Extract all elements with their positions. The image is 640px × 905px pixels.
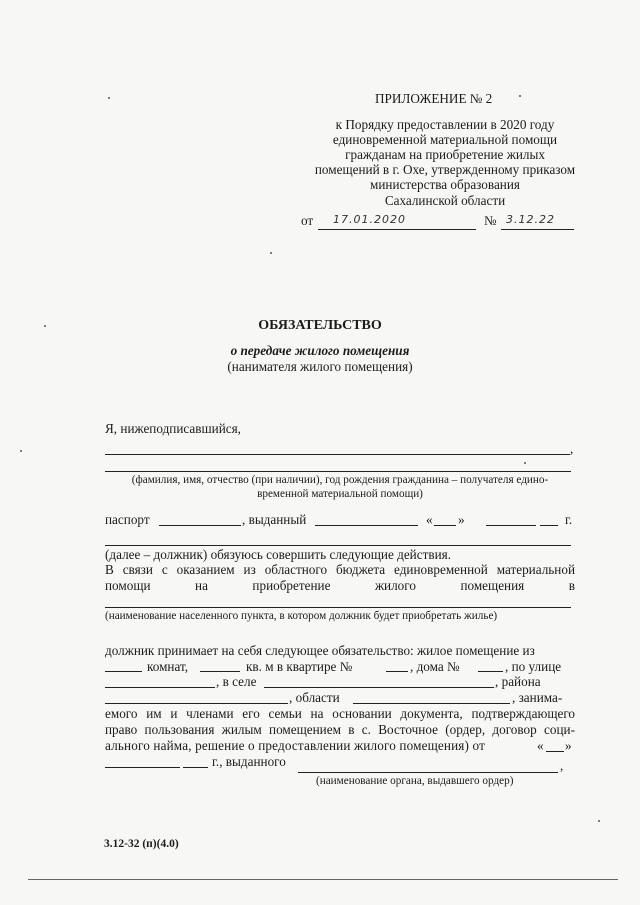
header-line-2: единовременной материальной помощи xyxy=(332,132,558,147)
date-from-label: от xyxy=(301,213,314,228)
street-line xyxy=(105,687,215,688)
reason-line-2 xyxy=(105,578,575,593)
scan-speck xyxy=(598,820,600,822)
city-line xyxy=(105,607,571,608)
header-line-5: министерства образования xyxy=(370,177,520,192)
district-label: , района xyxy=(495,674,541,689)
passport-label: паспорт xyxy=(105,512,150,527)
fio-note-2: временной материальной помощи) xyxy=(257,488,423,500)
rent-quote-close: » xyxy=(565,738,572,753)
scan-speck xyxy=(519,95,521,97)
district-line xyxy=(105,703,288,704)
rent-line: ального найма, решение о предоставлении жилого помещения) от xyxy=(105,738,485,753)
header-line-4: помещений в г. Охе, утвержденному приказом xyxy=(314,162,576,177)
reason-word: на xyxy=(195,578,208,593)
header-line-6: Сахалинской области xyxy=(384,193,506,208)
scan-speck xyxy=(44,325,46,327)
fio-comma: , xyxy=(570,441,574,456)
document-subtitle-2: (нанимателя жилого помещения) xyxy=(227,359,413,374)
scan-speck xyxy=(20,450,22,452)
reason-word: приобретение xyxy=(252,578,331,593)
footer-rule xyxy=(28,879,618,880)
rent-year-line xyxy=(183,767,208,768)
number-label: № xyxy=(484,213,497,228)
region-line xyxy=(353,703,510,704)
rooms-label: комнат, xyxy=(147,659,189,674)
village-line xyxy=(264,687,494,688)
header-line-1: к Порядку предоставлении в 2020 году xyxy=(335,117,555,132)
debtor-line: должник принимает на себя следующее обязательство: жилое помещение из xyxy=(105,643,535,658)
sqm-label: кв. м в квартире № xyxy=(246,659,353,674)
house-line xyxy=(478,671,503,672)
reason-line-1: В связи с оказанием из областного бюджета единовременной материальной xyxy=(105,562,575,577)
number-underline xyxy=(501,229,574,230)
village-label: , в селе xyxy=(216,674,257,689)
region-label: , области xyxy=(289,690,340,705)
fio-line-1 xyxy=(105,454,570,455)
organ-comma: , xyxy=(560,758,564,773)
fio-line-2 xyxy=(105,471,571,472)
issued-by-line xyxy=(315,525,418,526)
rent-day-line xyxy=(546,751,564,752)
day-line xyxy=(434,525,456,526)
scan-speck xyxy=(270,252,272,254)
rent-quote-open: « xyxy=(537,738,544,753)
house-label: , дома № xyxy=(410,659,460,674)
year-suffix: г. xyxy=(565,512,573,527)
occupied-label: , занима- xyxy=(512,690,563,705)
sqm-line xyxy=(200,671,240,672)
obligation-text: (далее – должник) обязуюсь совершить следующие действия. xyxy=(105,547,452,562)
city-note: (наименование населенного пункта, в котором должник будет приобретать жилье) xyxy=(105,610,498,622)
rooms-line xyxy=(105,671,142,672)
month-line xyxy=(486,525,536,526)
handwritten-date: 17.01.2020 xyxy=(333,213,406,226)
date-underline xyxy=(318,229,476,230)
organ-line xyxy=(298,772,558,773)
fio-note-1: (фамилия, имя, отчество (при наличии), год рождения гражданина – получателя едино- xyxy=(131,474,549,486)
scan-speck xyxy=(524,462,526,464)
reason-word: в xyxy=(568,578,575,593)
issued-label: , выданный xyxy=(242,512,307,527)
right-line: право пользования жилым помещением в с. Восточное (ордер, договор соци- xyxy=(105,722,575,737)
street-label: , по улице xyxy=(505,659,562,674)
quote-open: « xyxy=(426,512,433,527)
quote-close: » xyxy=(458,512,465,527)
reason-word: помощи xyxy=(105,578,151,593)
form-code: 3.12-32 (п)(4.0) xyxy=(104,838,179,850)
rent-month-line xyxy=(105,767,180,768)
handwritten-number: 3.12.22 xyxy=(506,213,555,226)
document-subtitle: о передаче жилого помещения xyxy=(230,343,410,358)
passport-line-2 xyxy=(105,545,571,546)
appendix-title: ПРИЛОЖЕНИЕ № 2 xyxy=(375,91,493,106)
year-issued-label: г., выданного xyxy=(212,754,286,769)
organ-note: (наименование органа, выдавшего ордер) xyxy=(316,775,514,787)
reason-word: помещения xyxy=(460,578,525,593)
apartment-line xyxy=(386,671,408,672)
passport-number-line xyxy=(159,525,241,526)
occupied-line: емого им и членами его семьи на основании документа, подтверждающего xyxy=(105,706,575,721)
year-line xyxy=(540,525,558,526)
reason-word: жилого xyxy=(374,578,416,593)
document-title: ОБЯЗАТЕЛЬСТВО xyxy=(258,318,382,333)
intro-text: Я, нижеподписавшийся, xyxy=(105,421,241,436)
header-line-3: гражданам на приобретение жилых xyxy=(345,147,545,162)
scan-speck xyxy=(108,97,110,99)
